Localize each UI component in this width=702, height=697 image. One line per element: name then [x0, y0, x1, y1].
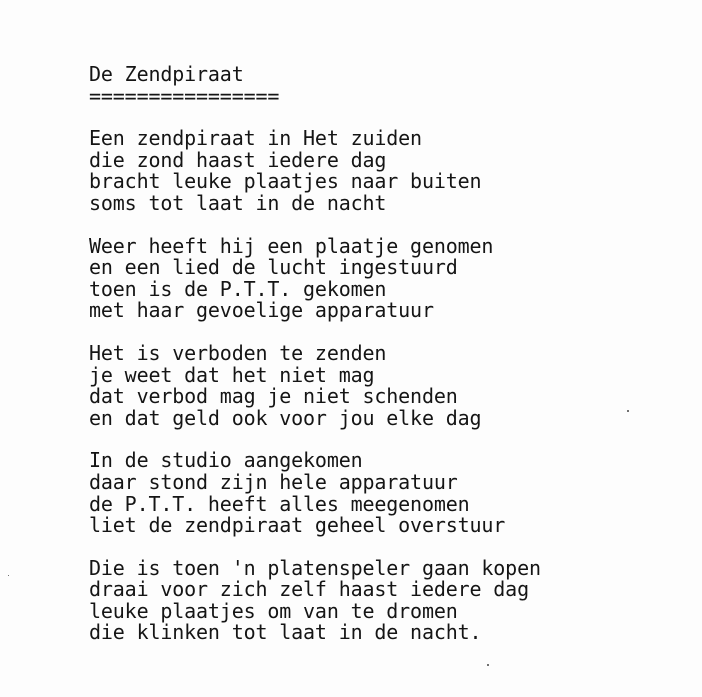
verse-line: en een lied de lucht ingestuurd: [89, 255, 458, 280]
verse-line: je weet dat het niet mag: [89, 362, 375, 387]
verse-line: draai voor zich zelf haast iedere dag: [89, 577, 529, 602]
poem-title: De Zendpiraat: [89, 62, 244, 86]
stanza-4: [89, 450, 541, 536]
verse-line: toen is de P.T.T. gekomen: [89, 276, 387, 301]
verse-line: Het is verboden te zenden: [89, 340, 387, 365]
stanza-3: [89, 340, 541, 430]
verse-line: die zond haast iedere dag: [89, 147, 387, 172]
verse-line: Een zendpiraat in Het zuiden: [89, 126, 422, 151]
stanza-2: [89, 233, 541, 323]
ink-speck: [8, 575, 9, 576]
poem: [89, 64, 541, 644]
verse-line: met haar gevoelige apparatuur: [89, 298, 434, 323]
verse-line: dat verbod mag je niet schenden: [89, 384, 458, 409]
ink-speck: [487, 664, 489, 666]
verse-line: liet de zendpiraat geheel overstuur: [89, 513, 506, 538]
verse-line: die klinken tot laat in de nacht.: [89, 620, 482, 645]
verse-line: en dat geld ook voor jou elke dag: [89, 405, 482, 430]
verse-line: de P.T.T. heeft alles meegenomen: [89, 491, 470, 516]
ink-speck: [627, 410, 629, 412]
verse-line: Die is toen 'n platenspeler gaan kopen: [89, 555, 541, 580]
stanza-1: [89, 128, 541, 214]
title-block: [89, 64, 541, 107]
verse-line: soms tot laat in de nacht: [89, 190, 387, 215]
verse-line: bracht leuke plaatjes naar buiten: [89, 169, 482, 194]
verse-line: daar stond zijn hele apparatuur: [89, 469, 458, 494]
title-underline: ================: [89, 83, 280, 108]
verse-line: leuke plaatjes om van te dromen: [89, 598, 458, 623]
verse-line: In de studio aangekomen: [89, 448, 363, 473]
verse-line: Weer heeft hij een plaatje genomen: [89, 233, 494, 258]
stanza-5: [89, 555, 541, 645]
